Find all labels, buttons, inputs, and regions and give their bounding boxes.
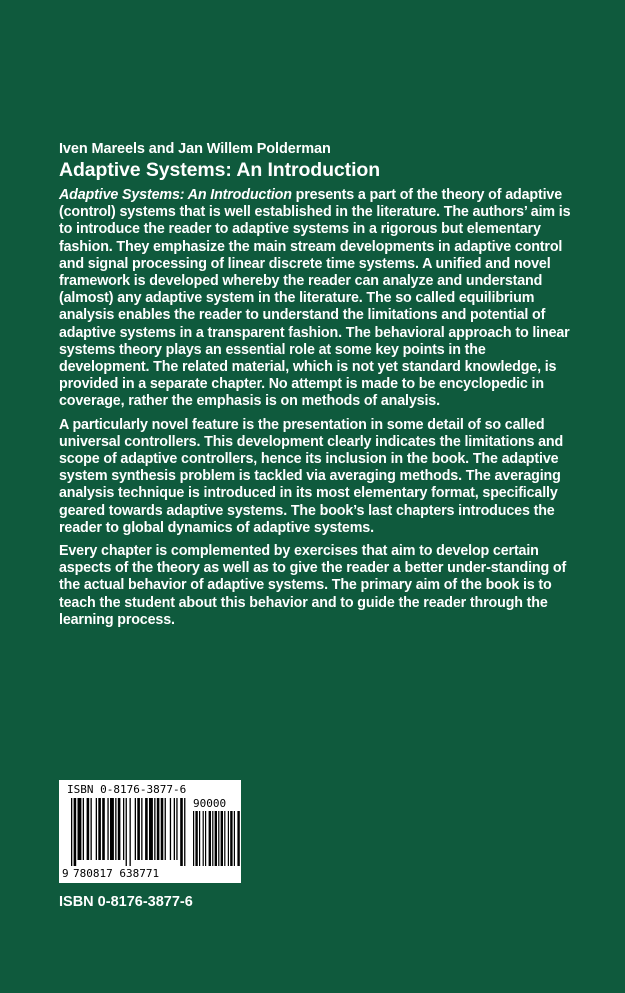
description-paragraph-1 [59, 187, 579, 411]
barcode-bar [149, 798, 153, 860]
description-paragraph-1-body: presents a part of the theory of adaptive (control) systems that is well established in the literature. The authors’ aim is to introduce the reader to adaptive systems in a rigorous but elementary fashion. They emphasize the main stream developments in adaptive control and signal processing of linear discrete time systems. A unified and novel framework is developed whereby the reader can analyze and understand (almost) any adaptive system in the literature. The so called equilibrium analysis enables the reader to understand the limitations and potential of adaptive systems in a transparent fashion. The behavioral approach to linear systems theory plays an essential role at some key points in the development. The related material, which is not yet standard knowledge, is provided in a separate chapter. No attempt is made to be encyclopedic in coverage, rather the emphasis is on methods of analysis. [59, 187, 571, 410]
barcode-label [59, 780, 241, 883]
barcode-bar [98, 798, 101, 860]
addon-bar [221, 811, 223, 866]
barcode-bar [135, 798, 136, 860]
barcode-bar [123, 798, 124, 860]
barcode-bar [154, 798, 155, 860]
ean-barcode-bars [71, 798, 185, 866]
barcode-graphic [59, 780, 241, 883]
barcode-bar [141, 798, 142, 860]
barcode-bar [157, 798, 160, 860]
addon-bar [230, 811, 232, 866]
addon-bar [203, 811, 204, 866]
barcode-bar [180, 798, 183, 866]
barcode-bar [78, 798, 82, 860]
addon-bar [193, 811, 194, 866]
barcode-bar [165, 798, 166, 860]
barcode-bar [161, 798, 164, 860]
barcode-bar [170, 798, 171, 860]
barcode-bar [115, 798, 116, 860]
barcode-isbn-text: ISBN 0-8176-3877-6 [67, 783, 187, 796]
barcode-bar [118, 798, 121, 860]
addon-bar [205, 811, 206, 866]
barcode-bar [130, 798, 131, 866]
addon-bar [215, 811, 217, 866]
barcode-bar [102, 798, 105, 860]
barcode-bar [107, 798, 108, 860]
inline-book-title: Adaptive Systems: An Introduction [59, 187, 292, 203]
barcode-bar [174, 798, 175, 860]
ean-digits: 780817 638771 [73, 867, 160, 880]
barcode-bar [71, 798, 72, 866]
barcode-bar [91, 798, 92, 860]
barcode-bar [137, 798, 140, 860]
description-paragraph-2: A particularly novel feature is the presentation in some detail of so called universal controllers. This development clearly indicates the limitations and scope of adaptive controllers, hence its inclusion in the book. The adaptive system synthesis problem is tackled via averaging methods. The averaging analysis technique is introduced in its most elementary format, specifically geared towards adaptive systems. The book’s last chapters introduces the reader to global dynamics of adaptive systems. [59, 416, 564, 536]
barcode-bar [145, 798, 148, 860]
cover-text-block [59, 140, 579, 635]
book-title: Adaptive Systems: An Introduction [59, 159, 381, 181]
barcode-bar [126, 798, 127, 866]
barcode-bar [110, 798, 114, 860]
addon-bar [209, 811, 211, 866]
addon-bar [234, 811, 235, 866]
description-paragraph-3: Every chapter is complemented by exercises that aim to develop certain aspects of the theory as well as to give the reader a better under-standing of the actual behavior of adaptive systems. The primary aim of the book is to teach the student about this behavior and to guide the reader through the learning process. [59, 543, 567, 628]
price-addon-bars [193, 811, 240, 866]
ean-first-digit: 9 [62, 867, 69, 880]
barcode-bar [96, 798, 97, 860]
barcode-bar [176, 798, 177, 860]
authors: Iven Mareels and Jan Willem Polderman [59, 141, 331, 157]
addon-bar [237, 811, 239, 866]
addon-bar [195, 811, 197, 866]
barcode-bar [74, 798, 77, 866]
addon-bar [224, 811, 225, 866]
barcode-bar [87, 798, 90, 860]
barcode-bar [184, 798, 185, 866]
price-code-text: 90000 [193, 797, 227, 810]
addon-bar [228, 811, 229, 866]
addon-bar [218, 811, 219, 866]
barcode-bar [83, 798, 84, 860]
isbn-footer: ISBN 0-8176-3877-6 [59, 894, 193, 910]
addon-bar [199, 811, 200, 866]
addon-bar [212, 811, 213, 866]
